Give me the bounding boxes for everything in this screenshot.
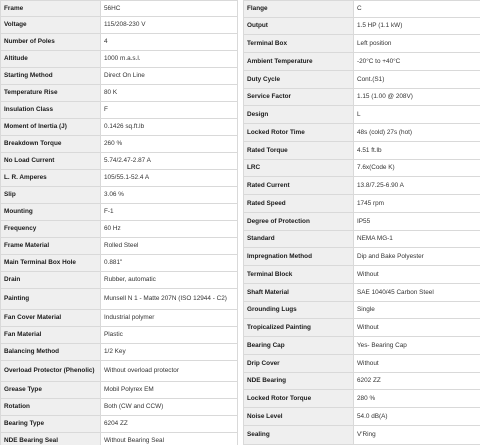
spec-row [244, 230, 480, 248]
spec-row [244, 35, 480, 53]
spec-row [1, 17, 238, 34]
spec-row [1, 34, 238, 51]
spec-value: Plastic [101, 327, 238, 344]
spec-row [1, 1, 238, 17]
spec-row [244, 408, 480, 426]
spec-value: Rolled Steel [101, 238, 238, 255]
spec-row [1, 416, 238, 433]
spec-label: Sealing [244, 425, 354, 444]
spec-row [244, 354, 480, 372]
spec-value: 7.6x(Code K) [354, 159, 480, 177]
spec-value: 4 [101, 34, 238, 51]
spec-value: Single [354, 301, 480, 319]
spec-table-right-body [244, 1, 480, 445]
spec-value: Mobil Polyrex EM [101, 382, 238, 399]
spec-value: 48s (cold) 27s (hot) [354, 124, 480, 142]
spec-row [1, 136, 238, 153]
spec-label: Main Terminal Box Hole [1, 255, 101, 272]
spec-value: 5.74/2.47-2.87 A [101, 153, 238, 170]
spec-label: Overload Protector (Phenolic) [1, 361, 101, 382]
spec-row [244, 195, 480, 213]
spec-table-left [0, 0, 238, 445]
spec-row [244, 372, 480, 390]
spec-row [244, 319, 480, 337]
spec-row [1, 399, 238, 416]
spec-row [1, 68, 238, 85]
spec-label: Noise Level [244, 408, 354, 426]
spec-value: V'Ring [354, 425, 480, 444]
spec-value: 115/208-230 V [101, 17, 238, 34]
spec-row [244, 266, 480, 284]
spec-value: 56HC [101, 1, 238, 17]
spec-value: 4.51 ft.lb [354, 141, 480, 159]
spec-label: Flange [244, 1, 354, 18]
spec-row [1, 255, 238, 272]
spec-label: Frame Material [1, 238, 101, 255]
spec-row [1, 310, 238, 327]
spec-label: Rated Current [244, 177, 354, 195]
spec-label: Frequency [1, 221, 101, 238]
spec-row [244, 124, 480, 142]
spec-value: 0.881" [101, 255, 238, 272]
spec-row [1, 361, 238, 382]
spec-value: Left position [354, 35, 480, 53]
spec-value: 6204 ZZ [101, 416, 238, 433]
spec-label: Voltage [1, 17, 101, 34]
spec-table-right [243, 0, 480, 445]
spec-label: Slip [1, 187, 101, 204]
spec-row [244, 212, 480, 230]
spec-label: Mounting [1, 204, 101, 221]
spec-label: Balancing Method [1, 344, 101, 361]
spec-value: 1.15 (1.00 @ 208V) [354, 88, 480, 106]
spec-label: Terminal Block [244, 266, 354, 284]
spec-value: 13.8/7.25-6.90 A [354, 177, 480, 195]
spec-row [1, 382, 238, 399]
spec-value: 260 % [101, 136, 238, 153]
spec-label: Number of Poles [1, 34, 101, 51]
spec-value: -20°C to +40°C [354, 53, 480, 71]
spec-label: Service Factor [244, 88, 354, 106]
spec-value: C [354, 1, 480, 18]
spec-value: Cont.(S1) [354, 70, 480, 88]
spec-value: 280 % [354, 390, 480, 408]
spec-value: NEMA MG-1 [354, 230, 480, 248]
spec-row [244, 283, 480, 301]
spec-row [244, 159, 480, 177]
spec-row [1, 51, 238, 68]
spec-label: Breakdown Torque [1, 136, 101, 153]
spec-row [1, 153, 238, 170]
spec-label: Standard [244, 230, 354, 248]
spec-row [244, 141, 480, 159]
spec-value: Yes- Bearing Cap [354, 337, 480, 355]
spec-label: Degree of Protection [244, 212, 354, 230]
spec-label: Impregnation Method [244, 248, 354, 266]
spec-label: Duty Cycle [244, 70, 354, 88]
spec-row [244, 248, 480, 266]
spec-row [1, 85, 238, 102]
spec-label: Moment of Inertia (J) [1, 119, 101, 136]
spec-value: Without Bearing Seal [101, 433, 238, 445]
spec-label: Insulation Class [1, 102, 101, 119]
spec-value: 54.0 dB(A) [354, 408, 480, 426]
spec-label: L. R. Amperes [1, 170, 101, 187]
spec-label: Altitude [1, 51, 101, 68]
spec-label: Grounding Lugs [244, 301, 354, 319]
spec-label: Bearing Cap [244, 337, 354, 355]
spec-row [244, 1, 480, 18]
spec-label: Bearing Type [1, 416, 101, 433]
spec-row [1, 187, 238, 204]
spec-row [1, 272, 238, 289]
spec-label: NDE Bearing Seal [1, 433, 101, 445]
spec-label: Shaft Material [244, 283, 354, 301]
spec-label: Rated Speed [244, 195, 354, 213]
spec-label: Ambient Temperature [244, 53, 354, 71]
spec-row [1, 102, 238, 119]
spec-row [244, 390, 480, 408]
spec-row [1, 327, 238, 344]
spec-row [244, 301, 480, 319]
spec-value: Munsell N 1 - Matte 207N (ISO 12944 - C2) [101, 289, 238, 310]
spec-value: Without [354, 319, 480, 337]
spec-value: Industrial polymer [101, 310, 238, 327]
spec-value: Without [354, 266, 480, 284]
spec-value: Without [354, 354, 480, 372]
spec-label: LRC [244, 159, 354, 177]
spec-label: Fan Cover Material [1, 310, 101, 327]
spec-row [1, 433, 238, 445]
spec-label: Rated Torque [244, 141, 354, 159]
spec-value: F-1 [101, 204, 238, 221]
spec-row [1, 221, 238, 238]
spec-row [1, 170, 238, 187]
spec-label: Painting [1, 289, 101, 310]
spec-row [244, 17, 480, 35]
spec-row [244, 177, 480, 195]
spec-row [1, 238, 238, 255]
spec-label: Fan Material [1, 327, 101, 344]
spec-value: Both (CW and CCW) [101, 399, 238, 416]
spec-row [244, 337, 480, 355]
spec-value: 60 Hz [101, 221, 238, 238]
spec-value: SAE 1040/45 Carbon Steel [354, 283, 480, 301]
spec-value: 1000 m.a.s.l. [101, 51, 238, 68]
spec-label: Grease Type [1, 382, 101, 399]
spec-row [1, 344, 238, 361]
spec-value: Without overload protector [101, 361, 238, 382]
spec-value: 1.5 HP (1.1 kW) [354, 17, 480, 35]
spec-row [1, 289, 238, 310]
spec-row [244, 88, 480, 106]
spec-label: Temperature Rise [1, 85, 101, 102]
spec-label: Starting Method [1, 68, 101, 85]
spec-label: Locked Rotor Torque [244, 390, 354, 408]
spec-row [244, 106, 480, 124]
spec-value: IP55 [354, 212, 480, 230]
spec-label: Frame [1, 1, 101, 17]
spec-label: Locked Rotor Time [244, 124, 354, 142]
spec-label: Drain [1, 272, 101, 289]
spec-table-left-body [1, 1, 238, 445]
spec-label: Output [244, 17, 354, 35]
spec-value: F [101, 102, 238, 119]
spec-label: Design [244, 106, 354, 124]
spec-row [244, 53, 480, 71]
spec-value: 0.1426 sq.ft.lb [101, 119, 238, 136]
spec-value: 105/55.1-52.4 A [101, 170, 238, 187]
spec-value: L [354, 106, 480, 124]
spec-value: 3.06 % [101, 187, 238, 204]
spec-label: Drip Cover [244, 354, 354, 372]
spec-label: NDE Bearing [244, 372, 354, 390]
spec-row [1, 119, 238, 136]
spec-value: 1/2 Key [101, 344, 238, 361]
spec-value: 1745 rpm [354, 195, 480, 213]
spec-row [244, 425, 480, 444]
spec-row [244, 70, 480, 88]
spec-value: 80 K [101, 85, 238, 102]
spec-value: 6202 ZZ [354, 372, 480, 390]
spec-label: Tropicalized Painting [244, 319, 354, 337]
spec-label: No Load Current [1, 153, 101, 170]
spec-label: Terminal Box [244, 35, 354, 53]
spec-value: Dip and Bake Polyester [354, 248, 480, 266]
spec-value: Rubber, automatic [101, 272, 238, 289]
spec-label: Rotation [1, 399, 101, 416]
spec-row [1, 204, 238, 221]
spec-value: Direct On Line [101, 68, 238, 85]
